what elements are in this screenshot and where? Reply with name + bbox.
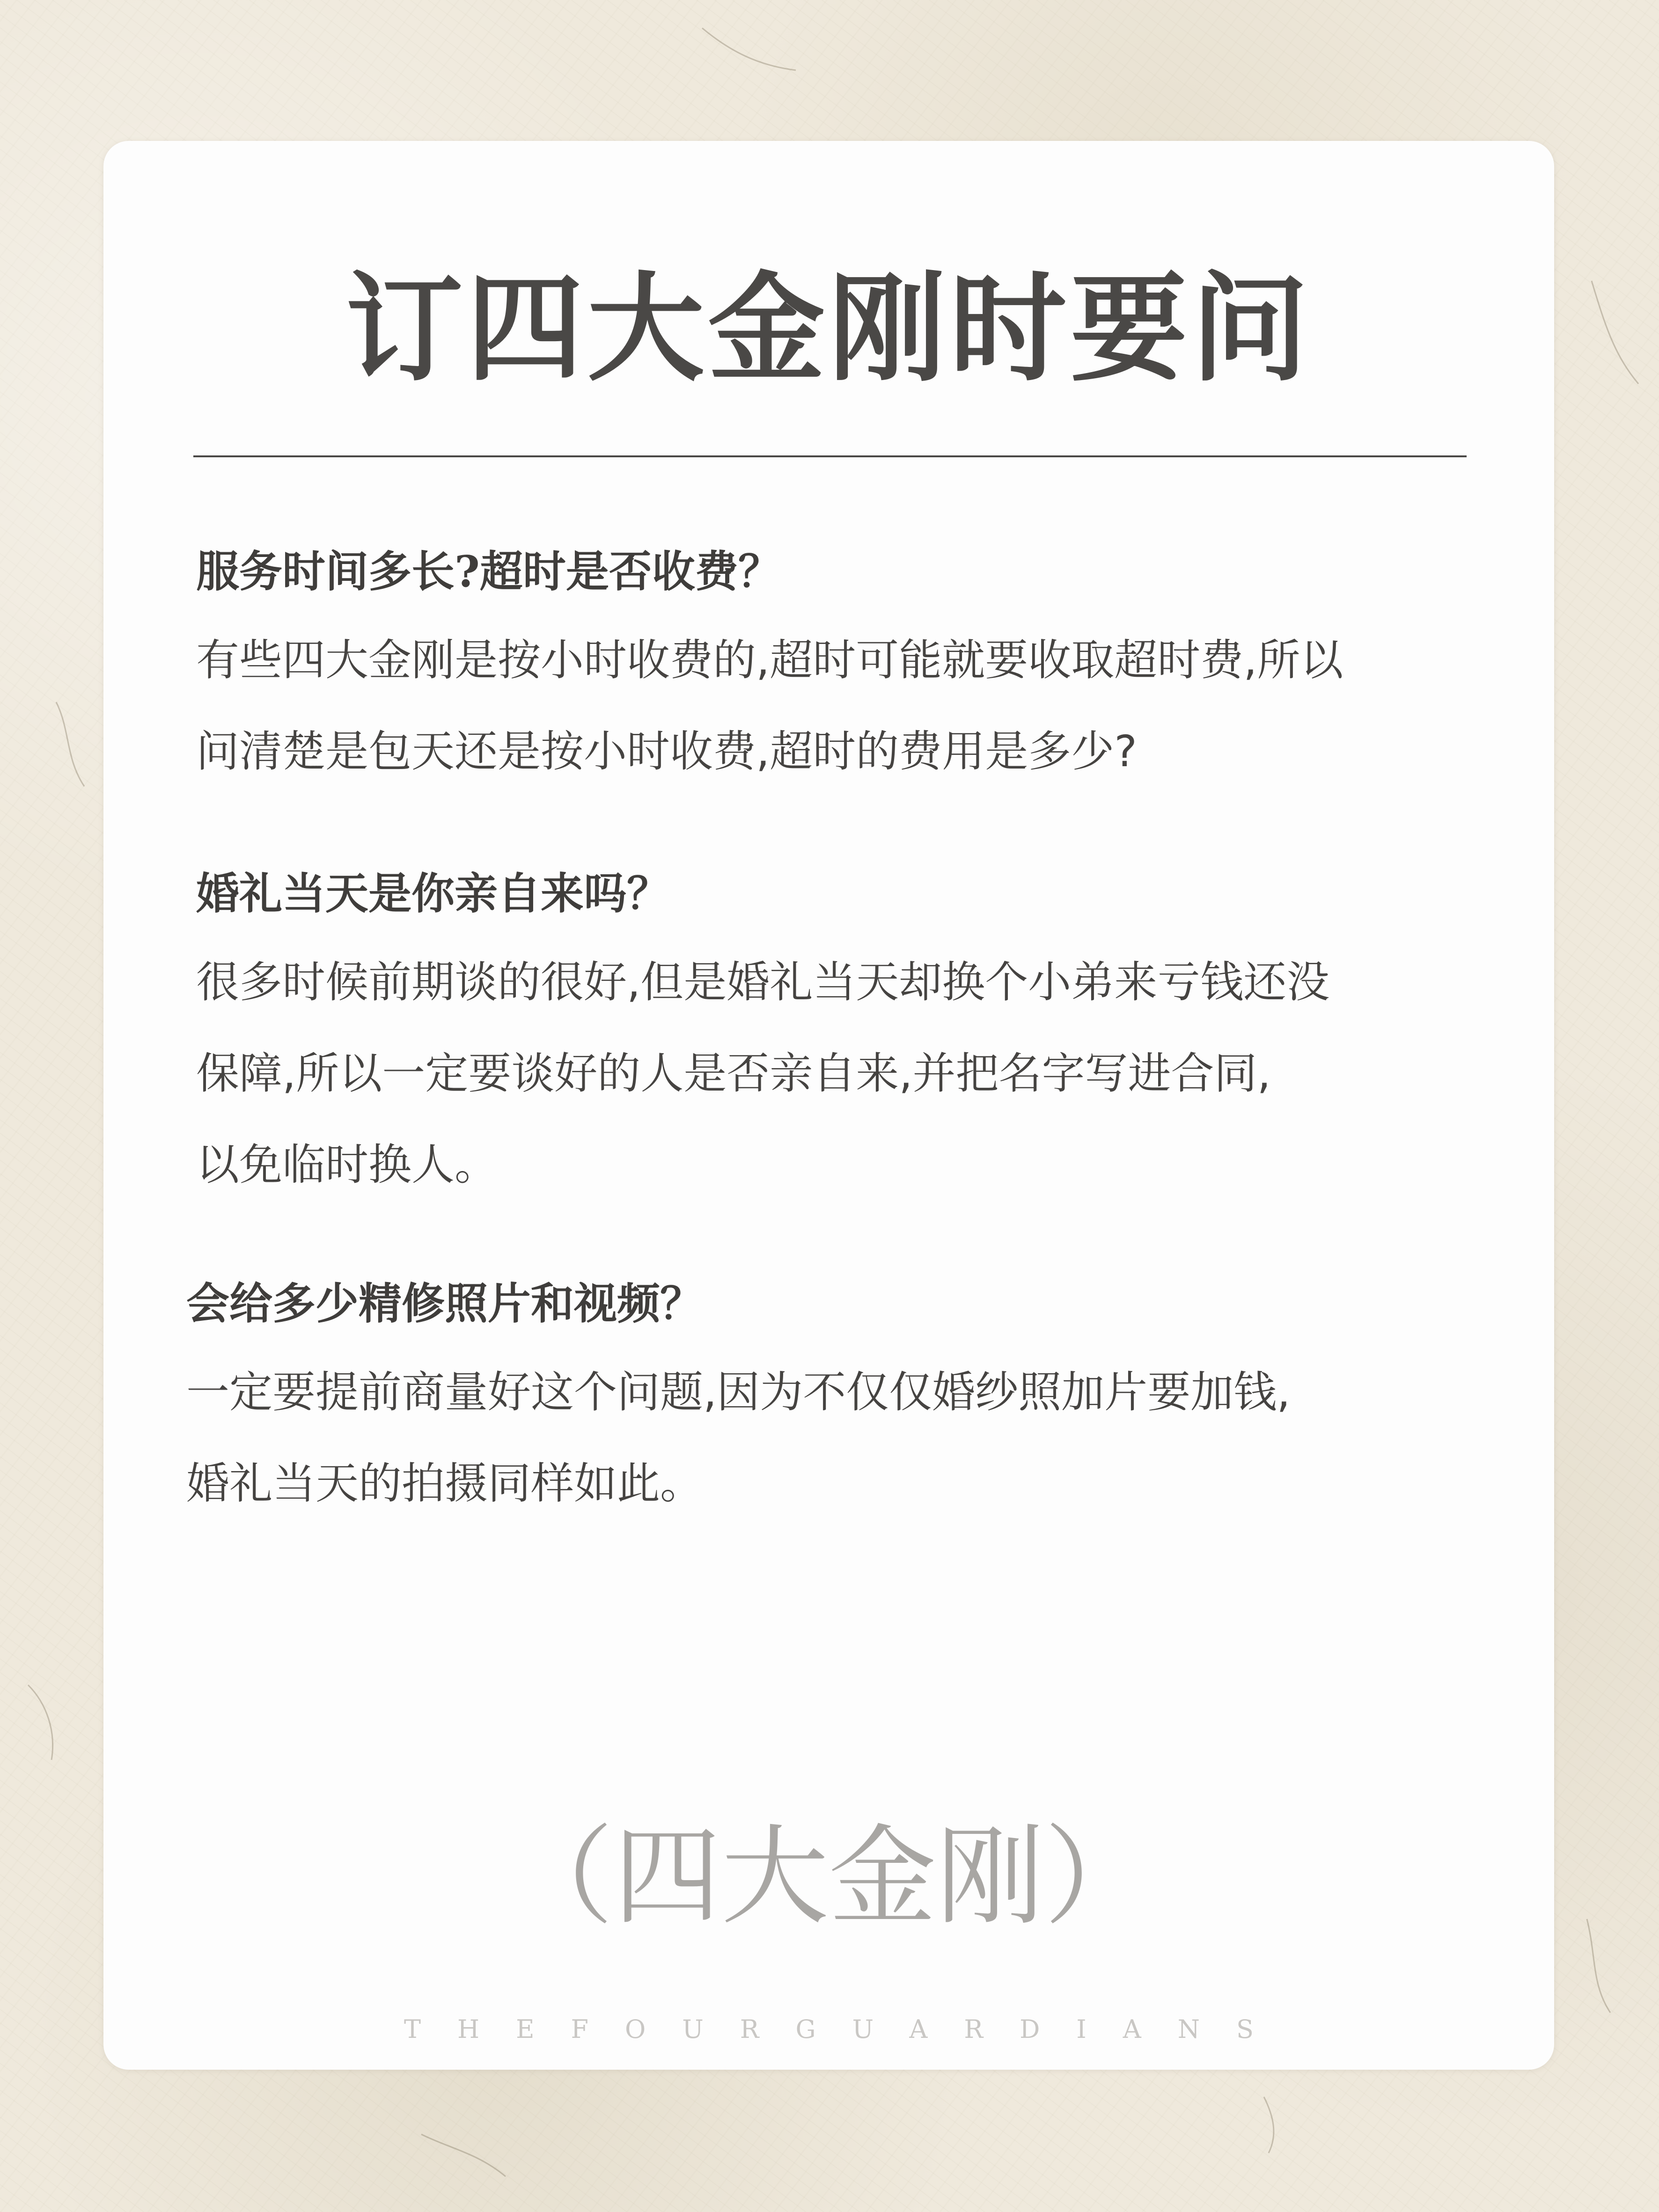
page-title: 订四大金刚时要问 (345, 259, 1312, 397)
answer-line: 问清楚是包天还是按小时收费,超时的费用是多少? (196, 726, 1138, 776)
question-text: 服务时间多长?超时是否收费？ (196, 546, 781, 597)
answer-text (186, 1347, 1291, 1529)
answer-line: 婚礼当天的拍摄同样如此。 (186, 1458, 704, 1509)
answer-line: 保障,所以一定要谈好的人是否亲自来,并把名字写进合同, (196, 1048, 1271, 1099)
answer-line: 有些四大金刚是按小时收费的,超时可能就要收取超时费,所以 (196, 635, 1343, 685)
answer-line: 一定要提前商量好这个问题,因为不仅仅婚纱照加片要加钱, (186, 1367, 1291, 1417)
question-text: 会给多少精修照片和视频？ (186, 1278, 704, 1329)
qa-section-in-person (196, 865, 1329, 1210)
qa-section-photos-videos (186, 1275, 1291, 1529)
answer-line: 很多时候前期谈的很好,但是婚礼当天却换个小弟来亏钱还没 (196, 957, 1330, 1007)
content-card (103, 141, 1554, 2070)
question-text: 婚礼当天是你亲自来吗？ (196, 868, 670, 919)
footer-title: （四大金刚） (506, 1815, 1152, 1940)
answer-line: 以免临时换人。 (196, 1140, 498, 1190)
answer-text (196, 615, 1343, 797)
footer-subtitle: THEFOURGUARDIANS (404, 2014, 1290, 2044)
title-divider (193, 455, 1467, 457)
answer-text (196, 937, 1329, 1210)
qa-section-service-time (196, 543, 1343, 797)
